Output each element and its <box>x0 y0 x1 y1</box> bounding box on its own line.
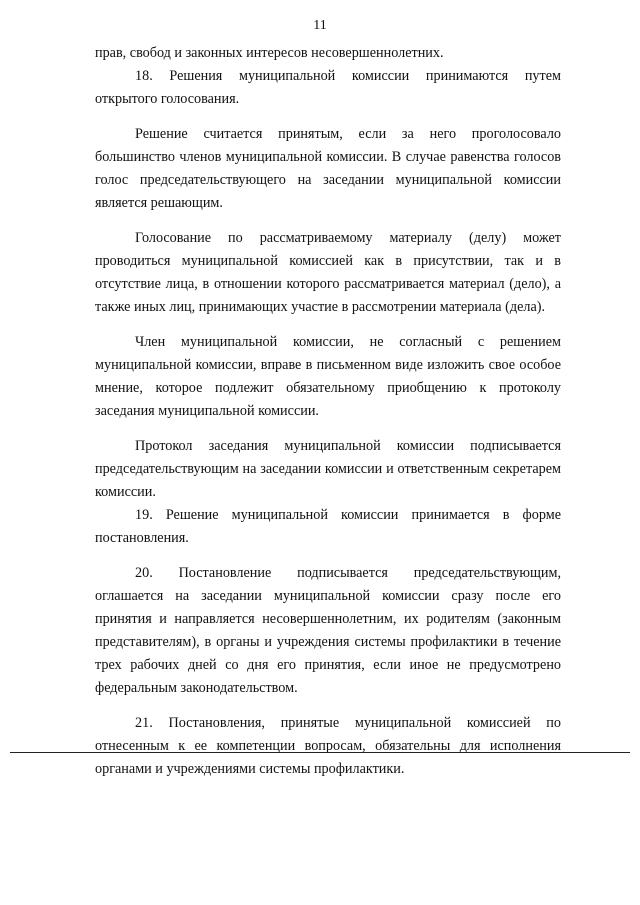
document-body <box>95 42 561 781</box>
page-number: 11 <box>313 18 327 33</box>
paragraph-protocol: Протокол заседания муниципальной комиссии подписывается председательствующим на заседании комиссии и ответственным секретарем комиссии. <box>95 438 561 500</box>
bottom-divider <box>10 752 630 753</box>
paragraph-decision-adopted: Решение считается принятым, если за него проголосовало большинство членов муниципальной комиссии. В случае равенства голосов голос председательствующего на заседании муниципальной комиссии является решающим. <box>95 126 561 211</box>
paragraph-item-19: 19. Решение муниципальной комиссии принимается в форме постановления. <box>95 507 561 546</box>
paragraph-dissenting-opinion: Член муниципальной комиссии, не согласный с решением муниципальной комиссии, вправе в письменном виде изложить свое особое мнение, которое подлежит обязательному приобщению к протоколу заседания муниципальной комиссии. <box>95 334 561 419</box>
paragraph-continuation: прав, свобод и законных интересов несовершеннолетних. <box>95 45 444 61</box>
paragraph-item-21: 21. Постановления, принятые муниципальной комиссией по отнесенным к ее компетенции вопросам, обязательны для исполнения органами и учреждениями системы профилактики. <box>95 715 561 777</box>
paragraph-voting: Голосование по рассматриваемому материалу (делу) может проводиться муниципальной комиссией как в присутствии, так и в отсутствие лица, в отношении которого рассматривается материал (дело), а также иных лиц, принимающих участие в рассмотрении материала (дела). <box>95 230 561 315</box>
paragraph-item-18: 18. Решения муниципальной комиссии принимаются путем открытого голосования. <box>95 68 561 107</box>
paragraph-item-20: 20. Постановление подписывается председательствующим, оглашается на заседании муниципальной комиссии сразу после его принятия и направляется несовершеннолетним, их родителям (законным представителям), в органы и учреждения системы профилактики в течение трех рабочих дней со дня его принятия, если иное не предусмотрено федеральным законодательством. <box>95 565 561 696</box>
